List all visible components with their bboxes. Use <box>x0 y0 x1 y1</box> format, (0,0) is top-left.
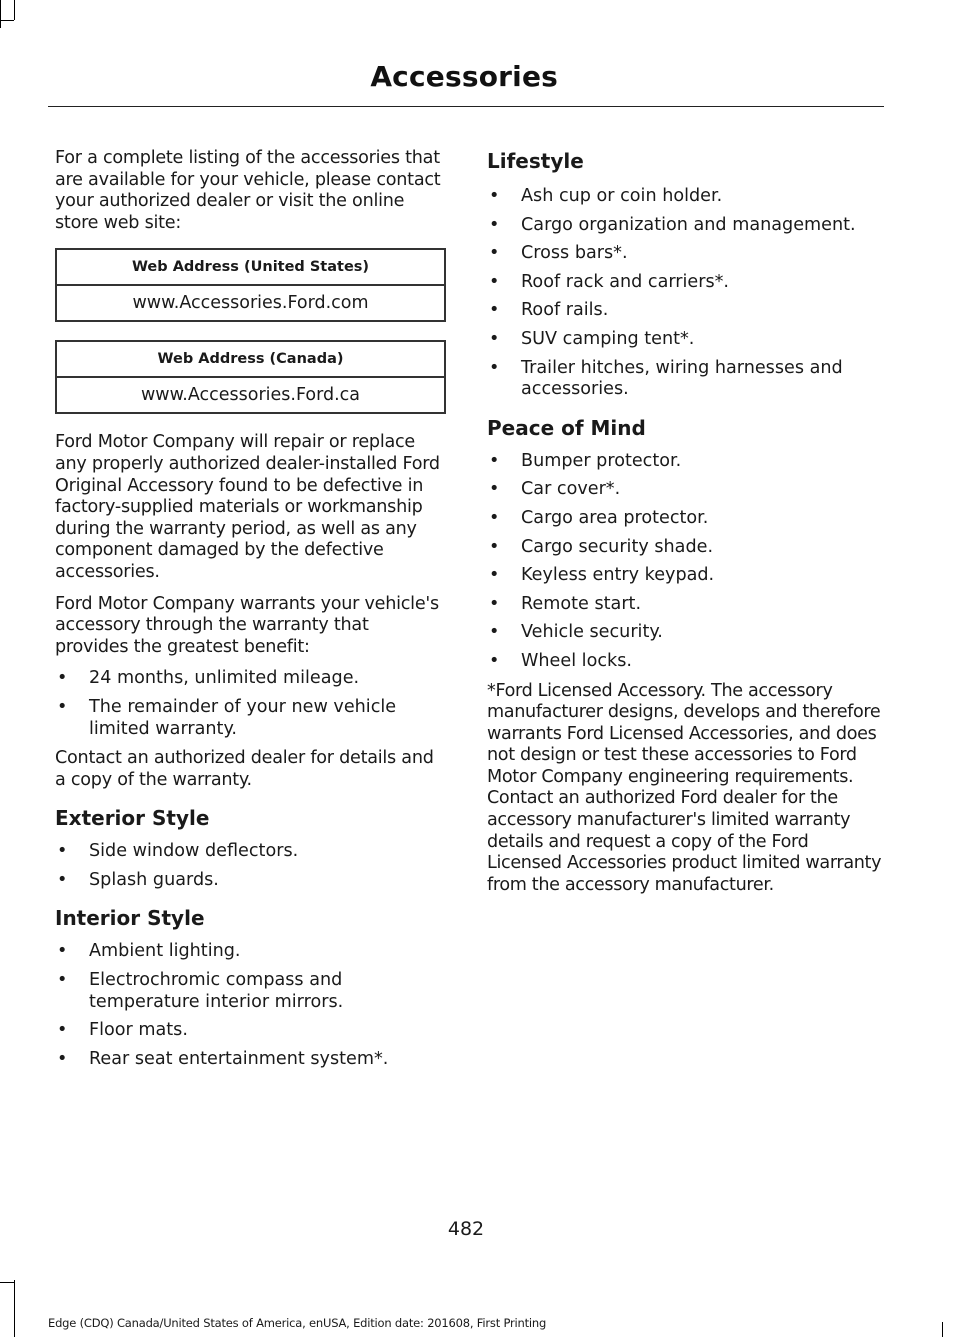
list-item-text: Cross bars*. <box>521 243 628 264</box>
list-item <box>487 358 883 401</box>
list-item-text: Car cover*. <box>521 479 621 500</box>
bullet: • <box>489 507 500 528</box>
list-item <box>487 565 883 587</box>
table-header: Web Address (Canada) <box>56 341 445 377</box>
list-item-text: Vehicle security. <box>521 622 663 643</box>
bullet: • <box>489 357 500 378</box>
warranty-list <box>55 668 447 740</box>
list-item <box>487 508 883 530</box>
page-title: Accessories <box>370 60 558 93</box>
list-item <box>487 537 883 559</box>
list-item-text: Cargo security shade. <box>521 536 714 557</box>
bullet: • <box>57 970 68 991</box>
list-item <box>55 841 447 863</box>
list-item <box>55 668 447 690</box>
section-heading-exterior: Exterior Style <box>55 806 210 831</box>
contact-paragraph: Contact an authorized dealer for details and a copy of the warranty. <box>55 748 434 790</box>
list-item <box>487 594 883 616</box>
list-item-text: Roof rack and carriers*. <box>521 271 730 292</box>
right-column <box>487 148 883 906</box>
table-cell: www.Accessories.Ford.com <box>56 285 445 321</box>
list-item-text: Wheel locks. <box>521 650 632 671</box>
list-item-text: Side window deflectors. <box>89 841 299 862</box>
section-heading-peace-of-mind: Peace of Mind <box>487 415 646 440</box>
list-item <box>55 1020 447 1042</box>
licensed-accessory-note: *Ford Licensed Accessory. The accessory manufacturer designs, develops and therefore warrants Ford Licensed Accessories, and does not design or test these accessories to Ford Motor Company engineering requirements. Contact an authorized Ford dealer for the accessory manufacturer's limited warranty details and request a copy of the Ford Licensed Accessories product limited warranty from the accessory manufacturer. <box>487 680 882 895</box>
interior-list <box>55 941 447 1070</box>
bullet: • <box>489 243 500 264</box>
section-heading-interior: Interior Style <box>55 906 205 931</box>
list-item <box>55 970 447 1013</box>
bullet: • <box>489 214 500 235</box>
bullet: • <box>489 565 500 586</box>
peace-of-mind-list <box>487 451 883 673</box>
list-item <box>55 941 447 963</box>
list-item-text: Bumper protector. <box>521 450 682 471</box>
list-item <box>487 215 883 237</box>
list-item <box>487 451 883 473</box>
list-item <box>487 479 883 501</box>
bullet: • <box>57 1020 68 1041</box>
bullet: • <box>57 668 68 689</box>
warranty-paragraph: Ford Motor Company warrants your vehicle's accessory through the warranty that provides the greatest benefit: <box>55 593 439 657</box>
table-header: Web Address (United States) <box>56 249 445 285</box>
bullet: • <box>489 650 500 671</box>
list-item <box>487 272 883 294</box>
page-number: 482 <box>447 1218 485 1240</box>
bullet: • <box>489 186 500 206</box>
repair-paragraph: Ford Motor Company will repair or replace any properly authorized dealer-installed Ford Original Accessory found to be defective in factory-supplied materials or workmanship during the warranty period, as well as any component damaged by the defective accessories. <box>55 432 440 582</box>
crop-mark <box>942 1322 943 1337</box>
bullet: • <box>489 593 500 614</box>
intro-paragraph: For a complete listing of the accessories that are available for your vehicle, please contact your authorized dealer or visit the online store web site: <box>55 148 441 233</box>
bullet: • <box>489 271 500 292</box>
lifestyle-list <box>487 186 883 401</box>
bullet: • <box>57 941 68 962</box>
section-heading-lifestyle: Lifestyle <box>487 149 584 173</box>
list-item <box>55 870 447 892</box>
bullet: • <box>57 869 68 890</box>
list-item-text: Rear seat entertainment system*. <box>89 1048 389 1069</box>
crop-mark <box>0 0 1 28</box>
list-item <box>55 1049 447 1071</box>
left-column <box>55 148 447 1078</box>
bullet: • <box>489 479 500 500</box>
bullet: • <box>57 1048 68 1069</box>
list-item <box>487 329 883 351</box>
exterior-list <box>55 841 447 891</box>
list-item <box>487 300 883 322</box>
list-item <box>55 697 447 740</box>
table-cell: www.Accessories.Ford.ca <box>56 377 445 413</box>
crop-mark <box>0 1282 14 1283</box>
footer-edition-info: Edge (CDQ) Canada/United States of America, enUSA, Edition date: 201608, First Printing <box>48 1316 547 1330</box>
list-item-text: 24 months, unlimited mileage. <box>89 668 360 689</box>
web-address-us-table <box>55 248 446 322</box>
crop-mark <box>14 0 15 20</box>
bullet: • <box>57 841 68 862</box>
list-item <box>487 651 883 673</box>
bullet: • <box>489 450 500 471</box>
list-item-text: SUV camping tent*. <box>521 328 695 349</box>
list-item <box>487 243 883 265</box>
list-item-text: Floor mats. <box>89 1020 188 1041</box>
list-item-text: Splash guards. <box>89 869 219 890</box>
list-item-text: Cargo organization and management. <box>521 214 856 235</box>
list-item-text: Keyless entry keypad. <box>521 565 715 586</box>
list-item-text: Remote start. <box>521 593 642 614</box>
list-item-text: Ash cup or coin holder. <box>521 186 723 206</box>
bullet: • <box>489 536 500 557</box>
list-item-text: The remainder of your new vehicle limited warranty. <box>89 696 397 739</box>
list-item-text: Cargo area protector. <box>521 507 709 528</box>
list-item-text: Trailer hitches, wiring harnesses and accessories. <box>521 357 843 400</box>
crop-mark <box>0 20 14 21</box>
crop-mark <box>14 1280 15 1337</box>
list-item-text: Electrochromic compass and temperature interior mirrors. <box>89 970 344 1012</box>
bullet: • <box>489 300 500 321</box>
web-address-canada-table <box>55 340 446 414</box>
bullet: • <box>57 696 68 717</box>
list-item <box>487 622 883 644</box>
list-item-text: Roof rails. <box>521 300 609 321</box>
list-item <box>487 186 883 208</box>
bullet: • <box>489 622 500 643</box>
bullet: • <box>489 328 500 349</box>
header-divider <box>48 106 884 107</box>
list-item-text: Ambient lighting. <box>89 941 241 962</box>
